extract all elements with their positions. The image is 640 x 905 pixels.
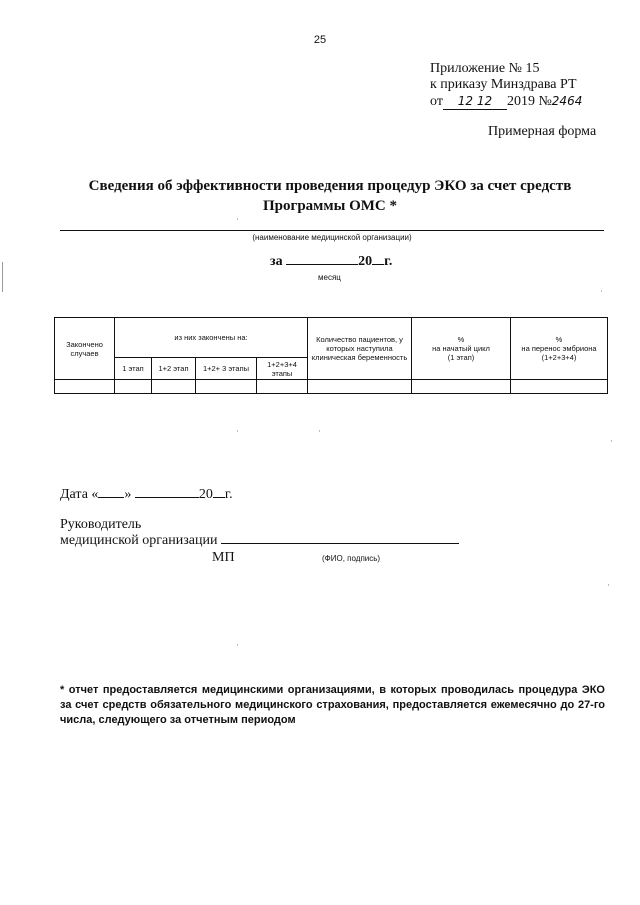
col-finished-cases: Закончено случаев bbox=[55, 318, 115, 380]
period-year: 20 bbox=[358, 254, 373, 269]
subcol-stage-1-2: 1+2 этап bbox=[152, 358, 196, 380]
date-year: 20 bbox=[198, 487, 213, 502]
fio-caption: (ФИО, подпись) bbox=[322, 554, 381, 563]
scan-speck: · bbox=[610, 436, 613, 446]
signature-blank bbox=[221, 543, 459, 544]
subcol-stage-1-2-3-4: 1+2+3+4 этапы bbox=[257, 358, 308, 380]
date-line bbox=[60, 487, 233, 503]
table-cell bbox=[115, 380, 152, 394]
appendix-number: Приложение № 15 bbox=[430, 61, 540, 76]
appendix-block bbox=[430, 61, 582, 110]
scan-speck: · bbox=[236, 214, 239, 224]
appendix-date-prefix: от bbox=[430, 94, 443, 109]
subcol-stage-1-2-3: 1+2+ 3 этапы bbox=[196, 358, 257, 380]
appendix-date-line bbox=[430, 93, 582, 110]
table-cell bbox=[55, 380, 115, 394]
table-cell bbox=[308, 380, 412, 394]
scan-speck: · bbox=[236, 640, 239, 650]
table-cell bbox=[196, 380, 257, 394]
head-org-line bbox=[60, 533, 459, 549]
scan-speck: · bbox=[600, 286, 603, 296]
table-cell bbox=[511, 380, 608, 394]
month-caption: месяц bbox=[318, 273, 341, 282]
table-row bbox=[55, 380, 608, 394]
year-blank bbox=[213, 497, 225, 498]
col-pct-started-cycle: % на начатый цикл (1 этап) bbox=[412, 318, 511, 380]
day-blank bbox=[98, 497, 124, 498]
head-title: Руководитель bbox=[60, 517, 142, 532]
month-blank bbox=[286, 264, 358, 265]
org-name-line bbox=[60, 230, 604, 231]
table-cell bbox=[412, 380, 511, 394]
scan-edge-mark bbox=[2, 262, 3, 292]
col-group-finished-at: из них закончены на: bbox=[115, 318, 308, 358]
document-title: Сведения об эффективности проведения процедур ЭКО за счет средств Программы ОМС * bbox=[88, 178, 572, 214]
appendix-order-ref: к приказу Минздрава РТ bbox=[430, 77, 577, 92]
appendix-number-handwritten: 2464 bbox=[551, 94, 583, 108]
col-pct-embryo-transfer: % на перенос эмбриона (1+2+3+4) bbox=[511, 318, 608, 380]
subcol-stage-1: 1 этап bbox=[115, 358, 152, 380]
date-suffix: г. bbox=[224, 487, 233, 502]
footnote: * отчет предоставляется медицинскими организациями, в которых проводилась процедура ЭКО за счет средств обязательного медицинского страхования, предоставляется ежемесячно до 27-го числа, следующего за отчетным периодом bbox=[60, 684, 605, 726]
page-number: 25 bbox=[313, 34, 327, 46]
org-name-caption: (наименование медицинской организации) bbox=[252, 233, 412, 242]
stamp-place: МП bbox=[212, 550, 235, 565]
scan-speck: · bbox=[318, 426, 321, 436]
scan-speck: · bbox=[607, 580, 610, 590]
month-blank bbox=[135, 497, 199, 498]
efficiency-table bbox=[54, 317, 608, 394]
period-suffix: г. bbox=[384, 254, 393, 269]
form-type-label: Примерная форма bbox=[488, 124, 597, 139]
col-pregnancy-count: Количество пациентов, у которых наступила клиническая беременность bbox=[308, 318, 412, 380]
appendix-year: 2019 № bbox=[506, 94, 552, 109]
table-cell bbox=[152, 380, 196, 394]
appendix-date-handwritten: 12 12 bbox=[443, 93, 507, 110]
date-prefix: Дата « bbox=[60, 487, 99, 502]
period-line bbox=[270, 254, 392, 270]
head-org-label: медицинской организации bbox=[60, 533, 218, 548]
table-cell bbox=[257, 380, 308, 394]
year-blank bbox=[372, 264, 384, 265]
scan-speck: · bbox=[236, 426, 239, 436]
period-prefix: за bbox=[270, 254, 283, 269]
date-quote-close: » bbox=[124, 487, 132, 502]
